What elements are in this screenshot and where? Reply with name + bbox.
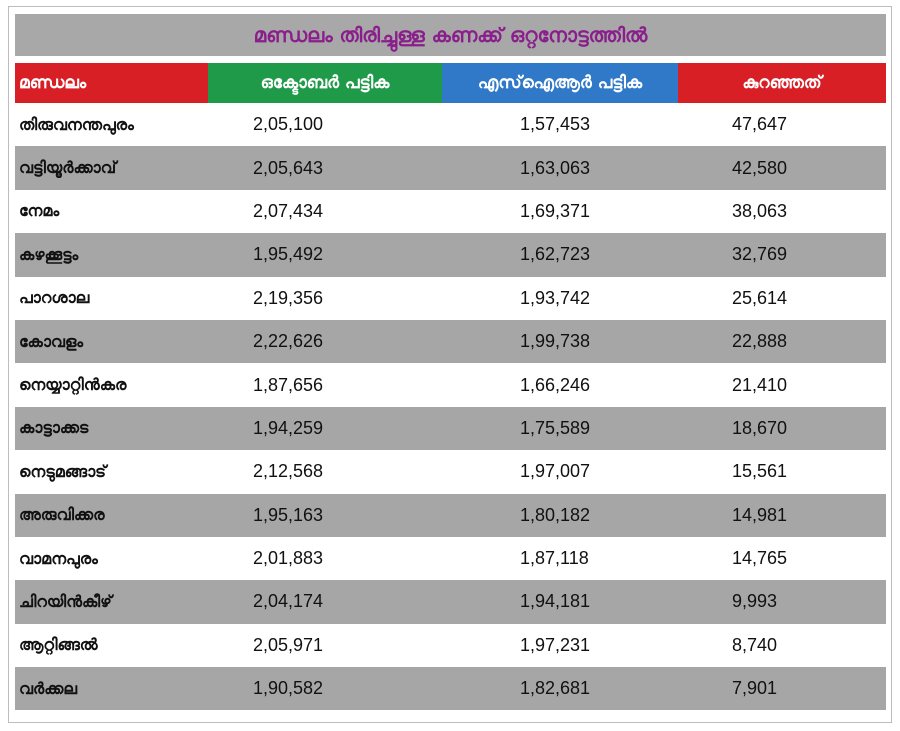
table-row [15,580,886,623]
constituency-name: കോവളം [19,331,84,351]
october-count: 1,94,259 [253,417,324,438]
sir-count: 1,87,118 [520,548,589,569]
sir-count: 1,94,181 [520,591,591,612]
table-row [15,190,886,233]
header-reduced: കുറഞ്ഞത് [678,63,886,103]
reduced-count: 47,647 [732,114,788,135]
reduced-count: 25,614 [732,287,788,308]
constituency-name: ചിറയിൻകീഴ് [19,591,112,611]
october-count: 2,01,883 [253,548,324,569]
reduced-count: 21,410 [732,374,788,395]
sir-count: 1,97,007 [520,461,591,482]
sir-count: 1,62,723 [520,244,591,265]
table-row [15,363,886,406]
constituency-name: തിരുവനന്തപുരം [19,114,134,134]
october-count: 2,19,356 [253,287,324,308]
october-count: 2,12,568 [253,461,324,482]
constituency-name: നെടുമങ്ങാട് [19,461,107,481]
sir-count: 1,99,738 [520,331,591,352]
reduced-count: 8,740 [732,634,778,655]
header-october-list: ഒക്ടോബർ പട്ടിക [208,63,442,103]
reduced-count: 38,063 [732,200,788,221]
header-constituency: മണ്ഡലം [15,63,208,103]
october-count: 2,04,174 [253,591,324,612]
reduced-count: 15,561 [732,461,788,482]
table-row [15,537,886,580]
reduced-count: 7,901 [732,678,778,699]
reduced-count: 32,769 [732,244,788,265]
reduced-count: 22,888 [732,331,788,352]
table-row [15,277,886,320]
constituency-name: വട്ടിയൂർക്കാവ് [19,158,117,178]
october-count: 2,05,643 [253,157,324,178]
october-count: 2,05,971 [253,634,324,655]
sir-count: 1,82,681 [520,678,591,699]
october-count: 1,90,582 [253,678,324,699]
reduced-count: 9,993 [732,591,778,612]
reduced-count: 14,981 [732,504,788,525]
table-row [15,667,886,710]
table-row [15,103,886,146]
constituency-name: നെയ്യാറ്റിൻകര [19,375,127,395]
constituency-name: കഴക്കൂട്ടം [19,244,79,264]
sir-count: 1,75,589 [520,417,591,438]
constituency-name: പാറശാല [19,288,90,308]
table-row [15,233,886,276]
october-count: 1,95,492 [253,244,324,265]
constituency-name: വർക്കല [19,678,78,698]
table-row [15,624,886,667]
october-count: 2,05,100 [253,114,324,135]
table-row [15,450,886,493]
reduced-count: 14,765 [732,548,788,569]
reduced-count: 18,670 [732,417,788,438]
sir-count: 1,93,742 [520,287,591,308]
sir-count: 1,97,231 [520,634,591,655]
constituency-name: അരുവിക്കര [19,505,105,525]
constituency-name: ആറ്റിങ്ങൽ [19,635,98,655]
october-count: 2,07,434 [253,200,324,221]
october-count: 2,22,626 [253,331,324,352]
header-sir-list: എസ്ഐആർ പട്ടിക [442,63,678,103]
sir-count: 1,80,182 [520,504,591,525]
constituency-name: കാട്ടാക്കട [19,418,89,438]
sir-count: 1,66,246 [520,374,591,395]
sir-count: 1,69,371 [520,200,591,221]
table-row [15,146,886,189]
table-title: മണ്ഡലം തിരിച്ചുള്ള കണക്ക് ഒറ്റനോട്ടത്തിൽ [15,14,886,56]
sir-count: 1,63,063 [520,157,591,178]
reduced-count: 42,580 [732,157,788,178]
table-header [15,63,886,103]
october-count: 1,95,163 [253,504,324,525]
october-count: 1,87,656 [253,374,324,395]
table-row [15,320,886,363]
table-body [15,103,886,710]
constituency-name: വാമനപുരം [19,548,98,568]
table-row [15,494,886,537]
sir-count: 1,57,453 [520,114,591,135]
constituency-name: നേമം [19,201,60,221]
table-row [15,407,886,450]
